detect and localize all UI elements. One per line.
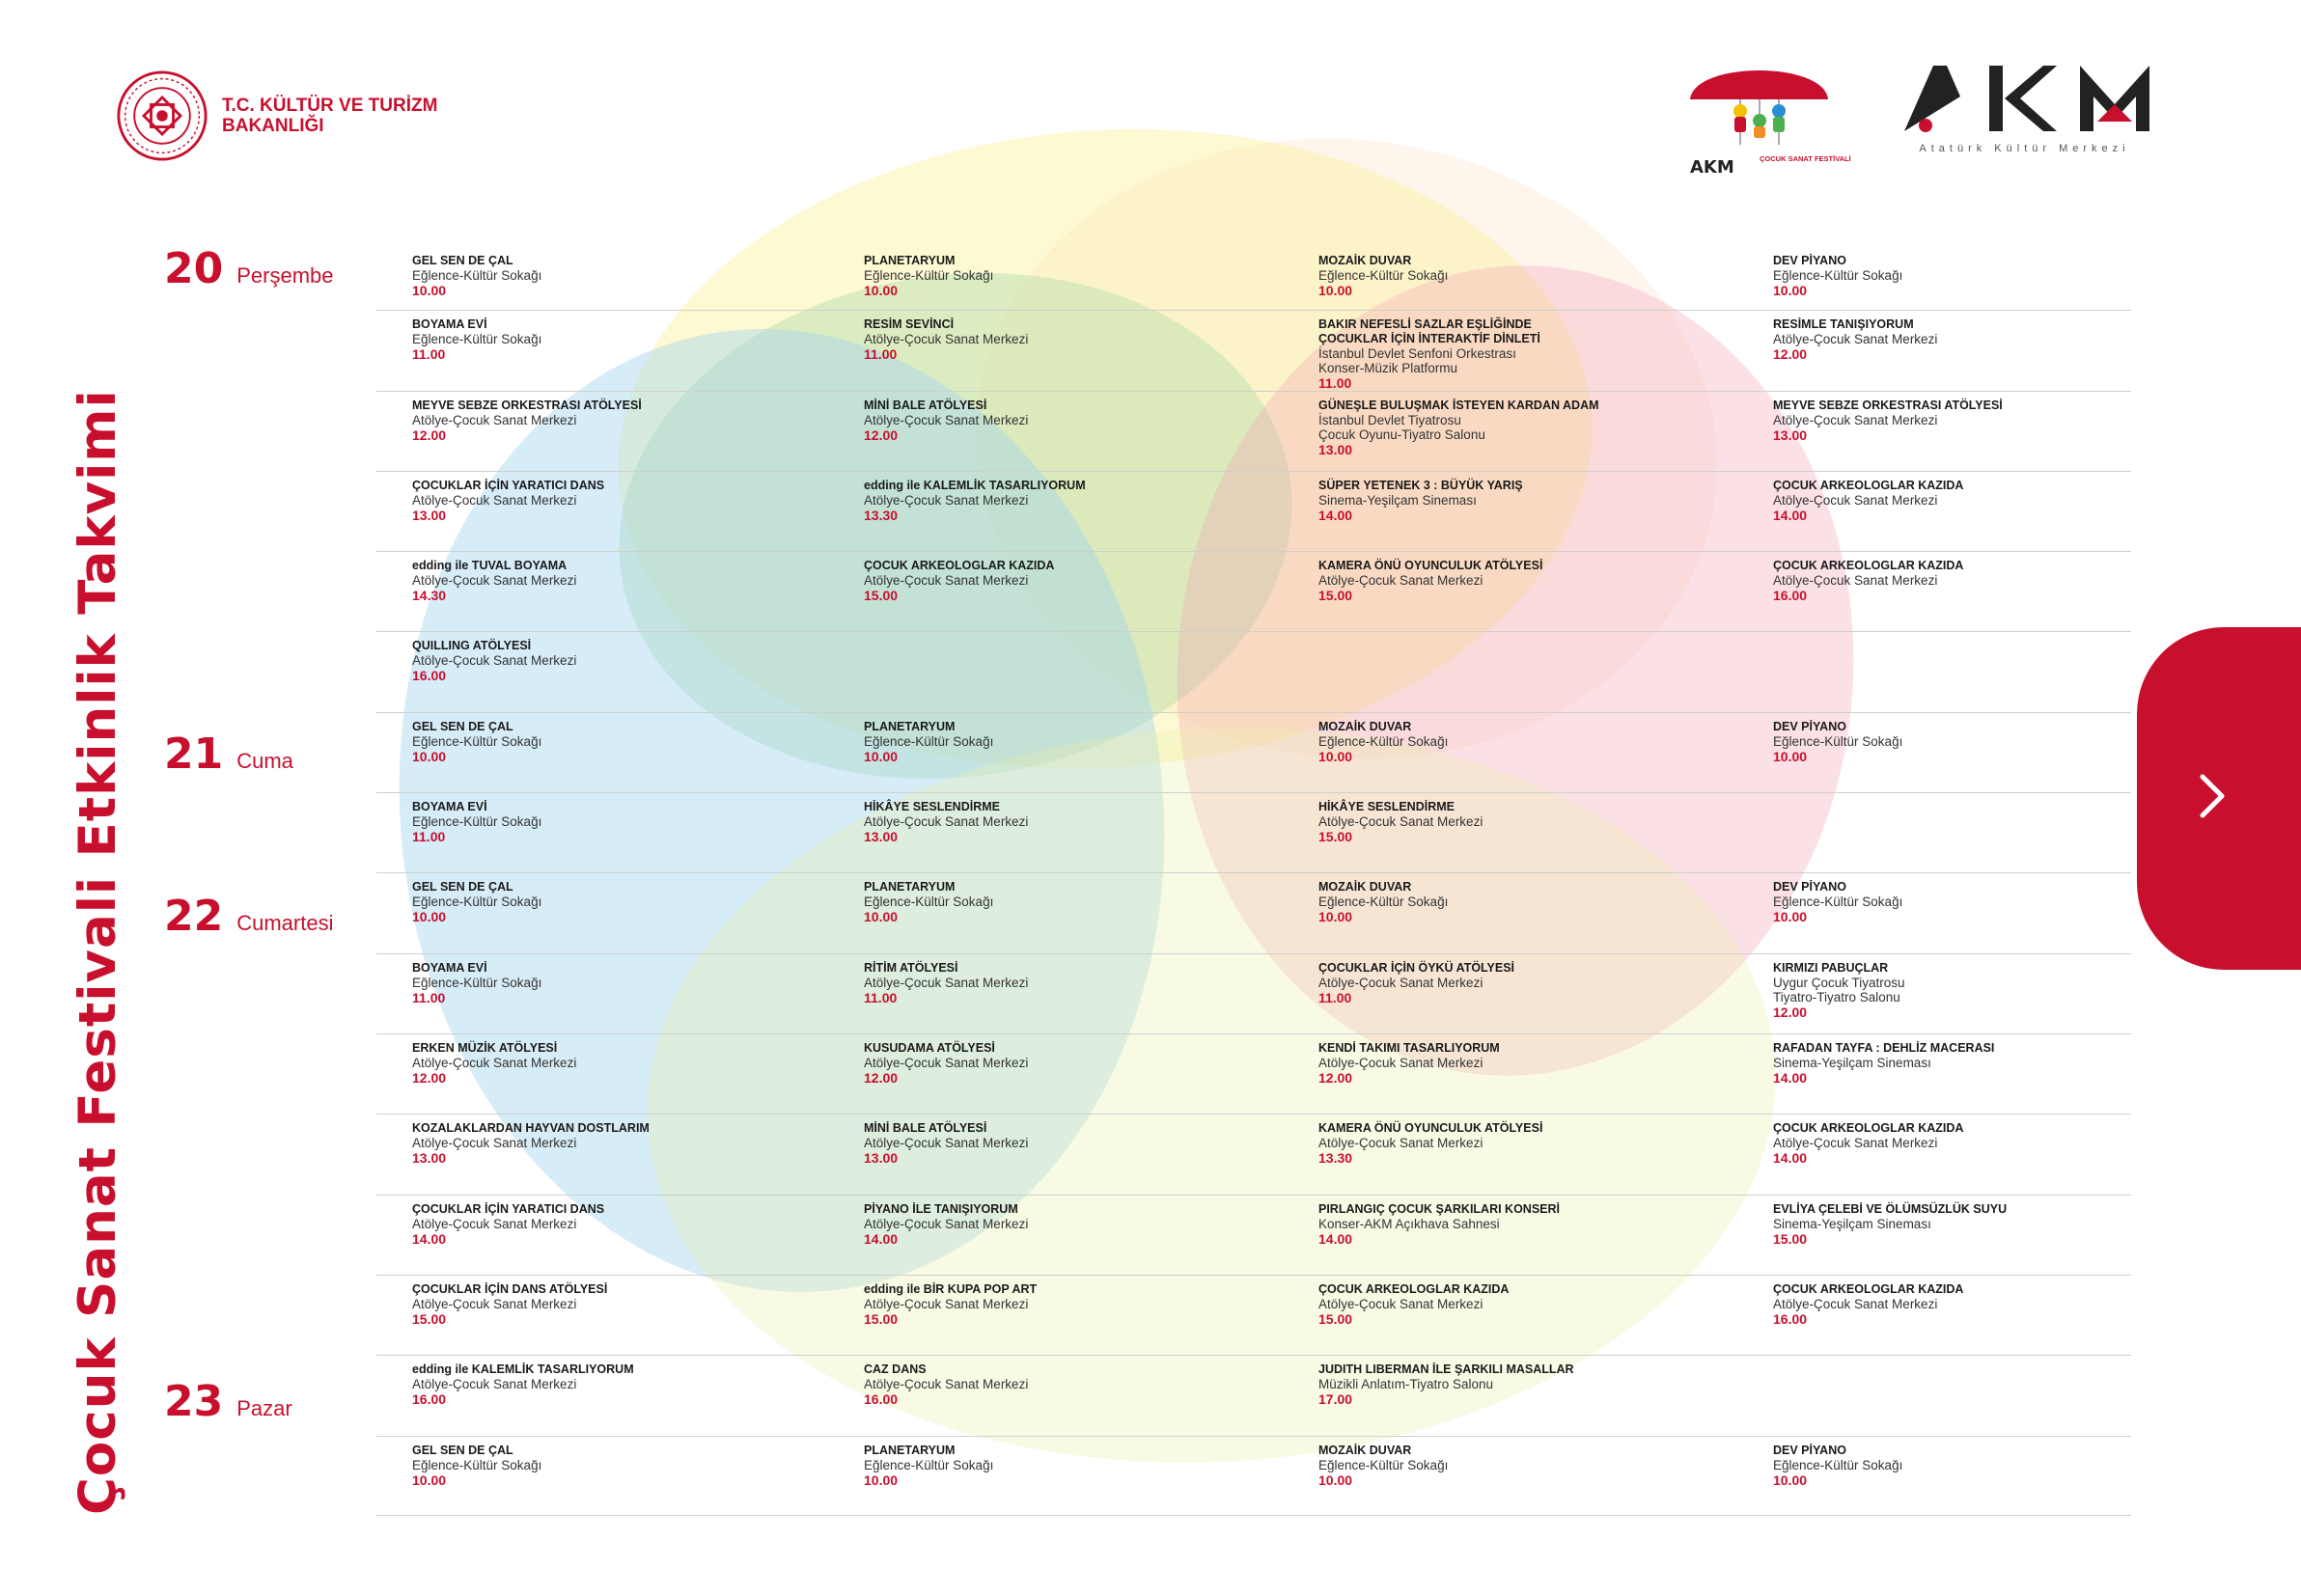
- event-title: RESİM SEVİNCİ: [864, 317, 955, 331]
- event-cell: [412, 1121, 856, 1166]
- event-venue: Eğlence-Kültür Sokağı: [412, 894, 542, 909]
- event-title: edding ile KALEMLİK TASARLIYORUM: [412, 1362, 634, 1376]
- event-cell: [864, 254, 1308, 298]
- event-cell: [412, 559, 856, 603]
- event-cell: [1318, 961, 1762, 1005]
- event-venue: Atölye-Çocuk Sanat Merkezi: [864, 493, 1029, 508]
- table-row: [376, 631, 2131, 713]
- event-venue: Atölye-Çocuk Sanat Merkezi: [864, 1136, 1029, 1150]
- event-time: 15.00: [864, 588, 899, 603]
- event-time: 16.00: [1773, 588, 1808, 603]
- event-cell: [412, 1282, 856, 1327]
- event-time: 13.00: [864, 1150, 899, 1166]
- event-title: ÇOCUK ARKEOLOGLAR KAZIDA: [864, 559, 1055, 572]
- event-cell: [864, 1362, 1308, 1407]
- event-venue: Atölye-Çocuk Sanat Merkezi: [864, 1297, 1029, 1311]
- page-title: Çocuk Sanat Festivali Etkinlik Takvimi: [69, 389, 127, 1515]
- event-cell: [1773, 559, 2217, 603]
- event-venue: Eğlence-Kültür Sokağı: [864, 268, 994, 283]
- event-cell: [412, 639, 856, 683]
- event-time: 15.00: [864, 1311, 899, 1327]
- event-venue: Eğlence-Kültür Sokağı: [1773, 268, 1903, 283]
- event-time: 13.00: [1773, 427, 1808, 443]
- event-time: 12.00: [1773, 1004, 1808, 1020]
- event-title: MEYVE SEBZE ORKESTRASI ATÖLYESİ: [412, 399, 642, 412]
- event-time: 13.00: [864, 829, 899, 844]
- event-time: 16.00: [412, 1391, 447, 1407]
- ministry-name: [222, 96, 512, 136]
- event-time: 14.00: [1318, 1231, 1353, 1247]
- event-cell: [412, 720, 856, 764]
- event-cell: [864, 800, 1308, 844]
- event-cell: [1318, 1362, 1762, 1407]
- event-title: ÇOCUK ARKEOLOGLAR KAZIDA: [1318, 1282, 1510, 1296]
- event-time: 15.00: [412, 1311, 447, 1327]
- event-time: 10.00: [1318, 1472, 1353, 1488]
- event-venue: Eğlence-Kültür Sokağı: [1318, 268, 1449, 283]
- event-time: 10.00: [412, 283, 447, 298]
- event-cell: [1773, 1041, 2217, 1086]
- ministry-emblem-icon: [116, 69, 208, 162]
- event-title: DEV PİYANO: [1773, 720, 1846, 733]
- table-row: [376, 471, 2131, 552]
- event-time: 16.00: [864, 1391, 899, 1407]
- day-label-23: [164, 1377, 292, 1426]
- event-venue: Atölye-Çocuk Sanat Merkezi: [1773, 1136, 1938, 1150]
- event-venue: Atölye-Çocuk Sanat Merkezi: [864, 976, 1029, 990]
- festival-logo-akm: AKM: [1690, 157, 1734, 178]
- event-time: 14.00: [412, 1231, 447, 1247]
- event-title: EVLİYA ÇELEBİ VE ÖLÜMSÜZLÜK SUYU: [1773, 1202, 2008, 1216]
- table-row: [376, 712, 2131, 793]
- event-title: KUSUDAMA ATÖLYESİ: [864, 1041, 995, 1055]
- event-venue: Atölye-Çocuk Sanat Merkezi: [412, 1297, 577, 1311]
- event-time: 15.00: [1318, 588, 1353, 603]
- event-time: 13.00: [412, 1150, 447, 1166]
- event-time: 14.00: [1773, 1070, 1808, 1086]
- event-cell: [1773, 961, 2217, 1020]
- event-venue: Atölye-Çocuk Sanat Merkezi: [1318, 573, 1483, 588]
- table-row: [376, 391, 2131, 472]
- event-title: RESİMLE TANIŞIYORUM: [1773, 317, 1914, 331]
- event-title: ERKEN MÜZİK ATÖLYESİ: [412, 1041, 558, 1055]
- day-label-21: [164, 729, 293, 779]
- event-time: 10.00: [1318, 283, 1353, 298]
- event-title: ÇOCUKLAR İÇİN ÖYKÜ ATÖLYESİ: [1318, 961, 1515, 975]
- event-title: KAMERA ÖNÜ OYUNCULUK ATÖLYESİ: [1318, 559, 1543, 572]
- day-name: Pazar: [236, 1396, 292, 1420]
- festival-logo-text: ÇOCUK SANAT FESTİVALİ: [1760, 154, 1851, 163]
- event-title: SÜPER YETENEK 3 : BÜYÜK YARIŞ: [1318, 479, 1523, 492]
- table-row: [376, 953, 2131, 1034]
- event-cell: [412, 399, 856, 443]
- event-cell: [1773, 317, 2217, 362]
- event-title: KENDİ TAKIMI TASARLIYORUM: [1318, 1041, 1500, 1055]
- event-venue: Atölye-Çocuk Sanat Merkezi: [412, 413, 577, 427]
- ministry-name-line1: T.C. KÜLTÜR VE TURİZM: [222, 96, 438, 116]
- table-row: [376, 1114, 2131, 1196]
- event-title: HİKÂYE SESLENDİRME: [1318, 800, 1455, 813]
- day-number: 23: [164, 1377, 224, 1426]
- event-venue: Atölye-Çocuk Sanat Merkezi: [864, 413, 1029, 427]
- event-time: 16.00: [1773, 1311, 1808, 1327]
- event-venue: Atölye-Çocuk Sanat Merkezi: [1318, 1136, 1483, 1150]
- event-time: 10.00: [864, 909, 899, 924]
- event-cell: [412, 317, 856, 362]
- event-title: KOZALAKLARDAN HAYVAN DOSTLARIM: [412, 1121, 650, 1135]
- event-cell: [412, 1041, 856, 1086]
- event-cell: [1773, 1282, 2217, 1327]
- event-time: 12.00: [864, 427, 899, 443]
- event-time: 14.00: [1773, 508, 1808, 523]
- event-venue: Uygur Çocuk Tiyatrosu Tiyatro-Tiyatro Salonu: [1773, 976, 1905, 1004]
- event-venue: Atölye-Çocuk Sanat Merkezi: [1773, 573, 1938, 588]
- event-title: GEL SEN DE ÇAL: [412, 880, 513, 894]
- event-venue: Sinema-Yeşilçam Sineması: [1318, 493, 1477, 508]
- day-number: 22: [164, 892, 224, 941]
- event-time: 12.00: [1773, 346, 1808, 362]
- event-venue: Atölye-Çocuk Sanat Merkezi: [864, 332, 1029, 346]
- event-time: 13.30: [864, 508, 899, 523]
- event-cell: [1318, 1121, 1762, 1166]
- event-time: 10.00: [1318, 749, 1353, 764]
- event-title: edding ile BİR KUPA POP ART: [864, 1282, 1038, 1296]
- event-title: GEL SEN DE ÇAL: [412, 254, 513, 267]
- table-row: [376, 1355, 2131, 1437]
- event-cell: [864, 1041, 1308, 1086]
- event-cell: [1773, 1202, 2217, 1247]
- event-title: MOZAİK DUVAR: [1318, 1444, 1412, 1457]
- event-venue: Eğlence-Kültür Sokağı: [1318, 734, 1449, 749]
- event-cell: [1318, 1444, 1762, 1488]
- event-title: MOZAİK DUVAR: [1318, 720, 1412, 733]
- table-row: [376, 792, 2131, 873]
- event-venue: Eğlence-Kültür Sokağı: [1773, 894, 1903, 909]
- event-title: ÇOCUK ARKEOLOGLAR KAZIDA: [1773, 1282, 1964, 1296]
- event-venue: Atölye-Çocuk Sanat Merkezi: [864, 1217, 1029, 1231]
- day-label-20: [164, 244, 334, 293]
- event-cell: [1318, 880, 1762, 924]
- event-venue: Atölye-Çocuk Sanat Merkezi: [1773, 1297, 1938, 1311]
- event-time: 10.00: [412, 909, 447, 924]
- event-cell: [1773, 479, 2217, 523]
- event-cell: [1318, 1282, 1762, 1327]
- table-row: [376, 1275, 2131, 1356]
- day-name: Cumartesi: [236, 911, 334, 935]
- event-title: GEL SEN DE ÇAL: [412, 1444, 513, 1457]
- event-time: 10.00: [1773, 283, 1808, 298]
- event-venue: Sinema-Yeşilçam Sineması: [1773, 1056, 1931, 1070]
- event-time: 10.00: [864, 1472, 899, 1488]
- event-title: ÇOCUK ARKEOLOGLAR KAZIDA: [1773, 1121, 1964, 1135]
- event-venue: Atölye-Çocuk Sanat Merkezi: [864, 573, 1029, 588]
- table-row: [376, 1033, 2131, 1114]
- event-title: PLANETARYUM: [864, 1444, 956, 1457]
- event-venue: Eğlence-Kültür Sokağı: [1318, 1458, 1449, 1472]
- event-time: 10.00: [412, 1472, 447, 1488]
- event-title: ÇOCUK ARKEOLOGLAR KAZIDA: [1773, 479, 1964, 492]
- event-cell: [864, 399, 1308, 443]
- event-time: 10.00: [1773, 1472, 1808, 1488]
- akm-logo-mark-icon: [1897, 58, 2152, 137]
- day-number: 20: [164, 244, 224, 293]
- ministry-logo: [116, 69, 512, 162]
- event-venue: Müzikli Anlatım-Tiyatro Salonu: [1318, 1377, 1494, 1391]
- table-row: [376, 551, 2131, 632]
- event-title: GEL SEN DE ÇAL: [412, 720, 513, 733]
- event-venue: Eğlence-Kültür Sokağı: [412, 814, 542, 829]
- event-cell: [1318, 720, 1762, 764]
- event-venue: Eğlence-Kültür Sokağı: [864, 894, 994, 909]
- event-time: 15.00: [1318, 1311, 1353, 1327]
- event-cell: [1318, 479, 1762, 523]
- event-title: KAMERA ÖNÜ OYUNCULUK ATÖLYESİ: [1318, 1121, 1543, 1135]
- event-title: QUILLING ATÖLYESİ: [412, 639, 532, 652]
- event-cell: [1773, 399, 2217, 443]
- event-time: 15.00: [1773, 1231, 1808, 1247]
- event-cell: [1773, 254, 2217, 298]
- event-venue: Eğlence-Kültür Sokağı: [412, 332, 542, 346]
- festival-logo: [1684, 53, 1851, 179]
- event-time: 16.00: [412, 668, 447, 683]
- akm-subtitle: Atatürk Kültür Merkezi: [1919, 143, 2130, 154]
- event-cell: [1318, 559, 1762, 603]
- event-venue: Eğlence-Kültür Sokağı: [412, 976, 542, 990]
- event-venue: Eğlence-Kültür Sokağı: [412, 268, 542, 283]
- event-venue: Eğlence-Kültür Sokağı: [412, 734, 542, 749]
- event-title: MOZAİK DUVAR: [1318, 254, 1412, 267]
- event-time: 14.00: [1773, 1150, 1808, 1166]
- event-cell: [1773, 1121, 2217, 1166]
- event-title: edding ile TUVAL BOYAMA: [412, 559, 568, 572]
- event-time: 12.00: [1318, 1070, 1353, 1086]
- event-cell: [1318, 800, 1762, 844]
- event-venue: Atölye-Çocuk Sanat Merkezi: [864, 1056, 1029, 1070]
- event-cell: [412, 479, 856, 523]
- event-cell: [1318, 254, 1762, 298]
- event-cell: [864, 317, 1308, 362]
- event-cell: [864, 720, 1308, 764]
- event-title: ÇOCUKLAR İÇİN YARATICI DANS: [412, 1202, 605, 1216]
- event-cell: [864, 961, 1308, 1005]
- event-venue: Eğlence-Kültür Sokağı: [1773, 734, 1903, 749]
- event-title: RİTİM ATÖLYESİ: [864, 961, 958, 975]
- event-time: 12.00: [864, 1070, 899, 1086]
- table-row: [376, 1436, 2131, 1516]
- event-title: DEV PİYANO: [1773, 254, 1846, 267]
- event-time: 12.00: [412, 427, 447, 443]
- event-time: 13.00: [412, 508, 447, 523]
- event-time: 13.00: [1318, 442, 1353, 457]
- event-title: HİKÂYE SESLENDİRME: [864, 800, 1000, 813]
- event-cell: [412, 254, 856, 298]
- event-venue: Atölye-Çocuk Sanat Merkezi: [412, 573, 577, 588]
- event-venue: Atölye-Çocuk Sanat Merkezi: [1318, 1056, 1483, 1070]
- event-time: 12.00: [412, 1070, 447, 1086]
- event-cell: [864, 1202, 1308, 1247]
- event-time: 14.00: [1318, 508, 1353, 523]
- day-name: Perşembe: [236, 263, 334, 288]
- event-title: MİNİ BALE ATÖLYESİ: [864, 1121, 987, 1135]
- event-venue: Atölye-Çocuk Sanat Merkezi: [1318, 1297, 1483, 1311]
- event-title: JUDITH LIBERMAN İLE ŞARKILI MASALLAR: [1318, 1362, 1574, 1376]
- event-venue: Atölye-Çocuk Sanat Merkezi: [864, 814, 1029, 829]
- event-time: 11.00: [864, 346, 898, 362]
- event-title: BOYAMA EVİ: [412, 961, 487, 975]
- event-cell: [412, 961, 856, 1005]
- table-row: [376, 246, 2131, 311]
- event-time: 14.00: [864, 1231, 899, 1247]
- event-cell: [864, 479, 1308, 523]
- event-venue: Atölye-Çocuk Sanat Merkezi: [1773, 332, 1938, 346]
- event-title: MİNİ BALE ATÖLYESİ: [864, 399, 987, 412]
- event-venue: İstanbul Devlet Tiyatrosu Çocuk Oyunu-Tiyatro Salonu: [1318, 413, 1485, 442]
- event-venue: Atölye-Çocuk Sanat Merkezi: [412, 1217, 577, 1231]
- event-time: 17.00: [1318, 1391, 1353, 1407]
- event-cell: [864, 880, 1308, 924]
- event-title: CAZ DANS: [864, 1362, 927, 1376]
- event-title: MOZAİK DUVAR: [1318, 880, 1412, 894]
- event-time: 11.00: [864, 990, 898, 1005]
- event-venue: Atölye-Çocuk Sanat Merkezi: [412, 493, 577, 508]
- day-number: 21: [164, 729, 224, 779]
- event-title: GÜNEŞLE BULUŞMAK İSTEYEN KARDAN ADAM: [1318, 399, 1599, 412]
- event-time: 11.00: [1318, 990, 1352, 1005]
- event-venue: Atölye-Çocuk Sanat Merkezi: [1318, 976, 1483, 990]
- event-cell: [1318, 317, 1762, 391]
- event-cell: [864, 559, 1308, 603]
- event-cell: [412, 880, 856, 924]
- event-title: BOYAMA EVİ: [412, 317, 487, 331]
- event-time: 10.00: [864, 749, 899, 764]
- event-title: PLANETARYUM: [864, 720, 956, 733]
- event-title: PLANETARYUM: [864, 880, 956, 894]
- event-title: DEV PİYANO: [1773, 880, 1846, 894]
- event-venue: Eğlence-Kültür Sokağı: [1773, 1458, 1903, 1472]
- event-title: edding ile KALEMLİK TASARLIYORUM: [864, 479, 1086, 492]
- event-time: 11.00: [412, 829, 446, 844]
- event-venue: Konser-AKM Açıkhava Sahnesi: [1318, 1217, 1500, 1231]
- event-cell: [1318, 1041, 1762, 1086]
- event-venue: Atölye-Çocuk Sanat Merkezi: [1318, 814, 1483, 829]
- chevron-right-icon[interactable]: [2195, 772, 2230, 820]
- event-time: 14.30: [412, 588, 447, 603]
- event-venue: Atölye-Çocuk Sanat Merkezi: [412, 1377, 577, 1391]
- event-venue: Sinema-Yeşilçam Sineması: [1773, 1217, 1931, 1231]
- event-cell: [1318, 399, 1762, 457]
- event-time: 10.00: [1318, 909, 1353, 924]
- event-venue: Eğlence-Kültür Sokağı: [412, 1458, 542, 1472]
- ministry-name-line2: BAKANLIĞI: [222, 116, 324, 136]
- event-time: 10.00: [1773, 749, 1808, 764]
- event-time: 11.00: [412, 990, 446, 1005]
- event-venue: Atölye-Çocuk Sanat Merkezi: [412, 1136, 577, 1150]
- event-venue: İstanbul Devlet Senfoni Orkestrası Konser-Müzik Platformu: [1318, 346, 1516, 375]
- event-title: KIRMIZI PABUÇLAR: [1773, 961, 1889, 975]
- event-time: 11.00: [412, 346, 446, 362]
- event-title: ÇOCUK ARKEOLOGLAR KAZIDA: [1773, 559, 1964, 572]
- event-time: 10.00: [412, 749, 447, 764]
- event-cell: [412, 1202, 856, 1247]
- event-cell: [412, 1362, 856, 1407]
- event-cell: [1773, 1444, 2217, 1488]
- event-time: 15.00: [1318, 829, 1353, 844]
- event-venue: Atölye-Çocuk Sanat Merkezi: [412, 653, 577, 668]
- event-title: BOYAMA EVİ: [412, 800, 487, 813]
- event-venue: Eğlence-Kültür Sokağı: [864, 1458, 994, 1472]
- event-venue: Eğlence-Kültür Sokağı: [1318, 894, 1449, 909]
- event-venue: Atölye-Çocuk Sanat Merkezi: [1773, 493, 1938, 508]
- event-title: BAKIR NEFESLİ SAZLAR EŞLİĞİNDE ÇOCUKLAR İÇİN İNTERAKTİF DİNLETİ: [1318, 317, 1540, 345]
- table-row: [376, 872, 2131, 954]
- event-cell: [412, 800, 856, 844]
- event-time: 10.00: [864, 283, 899, 298]
- day-name: Cuma: [236, 749, 293, 773]
- event-title: MEYVE SEBZE ORKESTRASI ATÖLYESİ: [1773, 399, 2003, 412]
- event-title: RAFADAN TAYFA : DEHLİZ MACERASI: [1773, 1041, 1995, 1055]
- akm-logo: [1897, 58, 2152, 164]
- event-title: ÇOCUKLAR İÇİN DANS ATÖLYESİ: [412, 1282, 608, 1296]
- event-venue: Atölye-Çocuk Sanat Merkezi: [864, 1377, 1029, 1391]
- day-label-22: [164, 892, 333, 941]
- event-title: PIRLANGIÇ ÇOCUK ŞARKILARI KONSERİ: [1318, 1202, 1561, 1216]
- event-venue: Atölye-Çocuk Sanat Merkezi: [412, 1056, 577, 1070]
- table-row: [376, 1195, 2131, 1276]
- event-title: PLANETARYUM: [864, 254, 956, 267]
- event-cell: [864, 1444, 1308, 1488]
- event-venue: Atölye-Çocuk Sanat Merkezi: [1773, 413, 1938, 427]
- event-cell: [1318, 1202, 1762, 1247]
- event-time: 13.30: [1318, 1150, 1353, 1166]
- event-cell: [864, 1121, 1308, 1166]
- event-title: PİYANO İLE TANIŞIYORUM: [864, 1202, 1018, 1216]
- event-time: 11.00: [1318, 375, 1352, 391]
- event-cell: [412, 1444, 856, 1488]
- event-time: 10.00: [1773, 909, 1808, 924]
- event-title: DEV PİYANO: [1773, 1444, 1846, 1457]
- table-row: [376, 310, 2131, 392]
- event-venue: Eğlence-Kültür Sokağı: [864, 734, 994, 749]
- event-cell: [864, 1282, 1308, 1327]
- event-title: ÇOCUKLAR İÇİN YARATICI DANS: [412, 479, 605, 492]
